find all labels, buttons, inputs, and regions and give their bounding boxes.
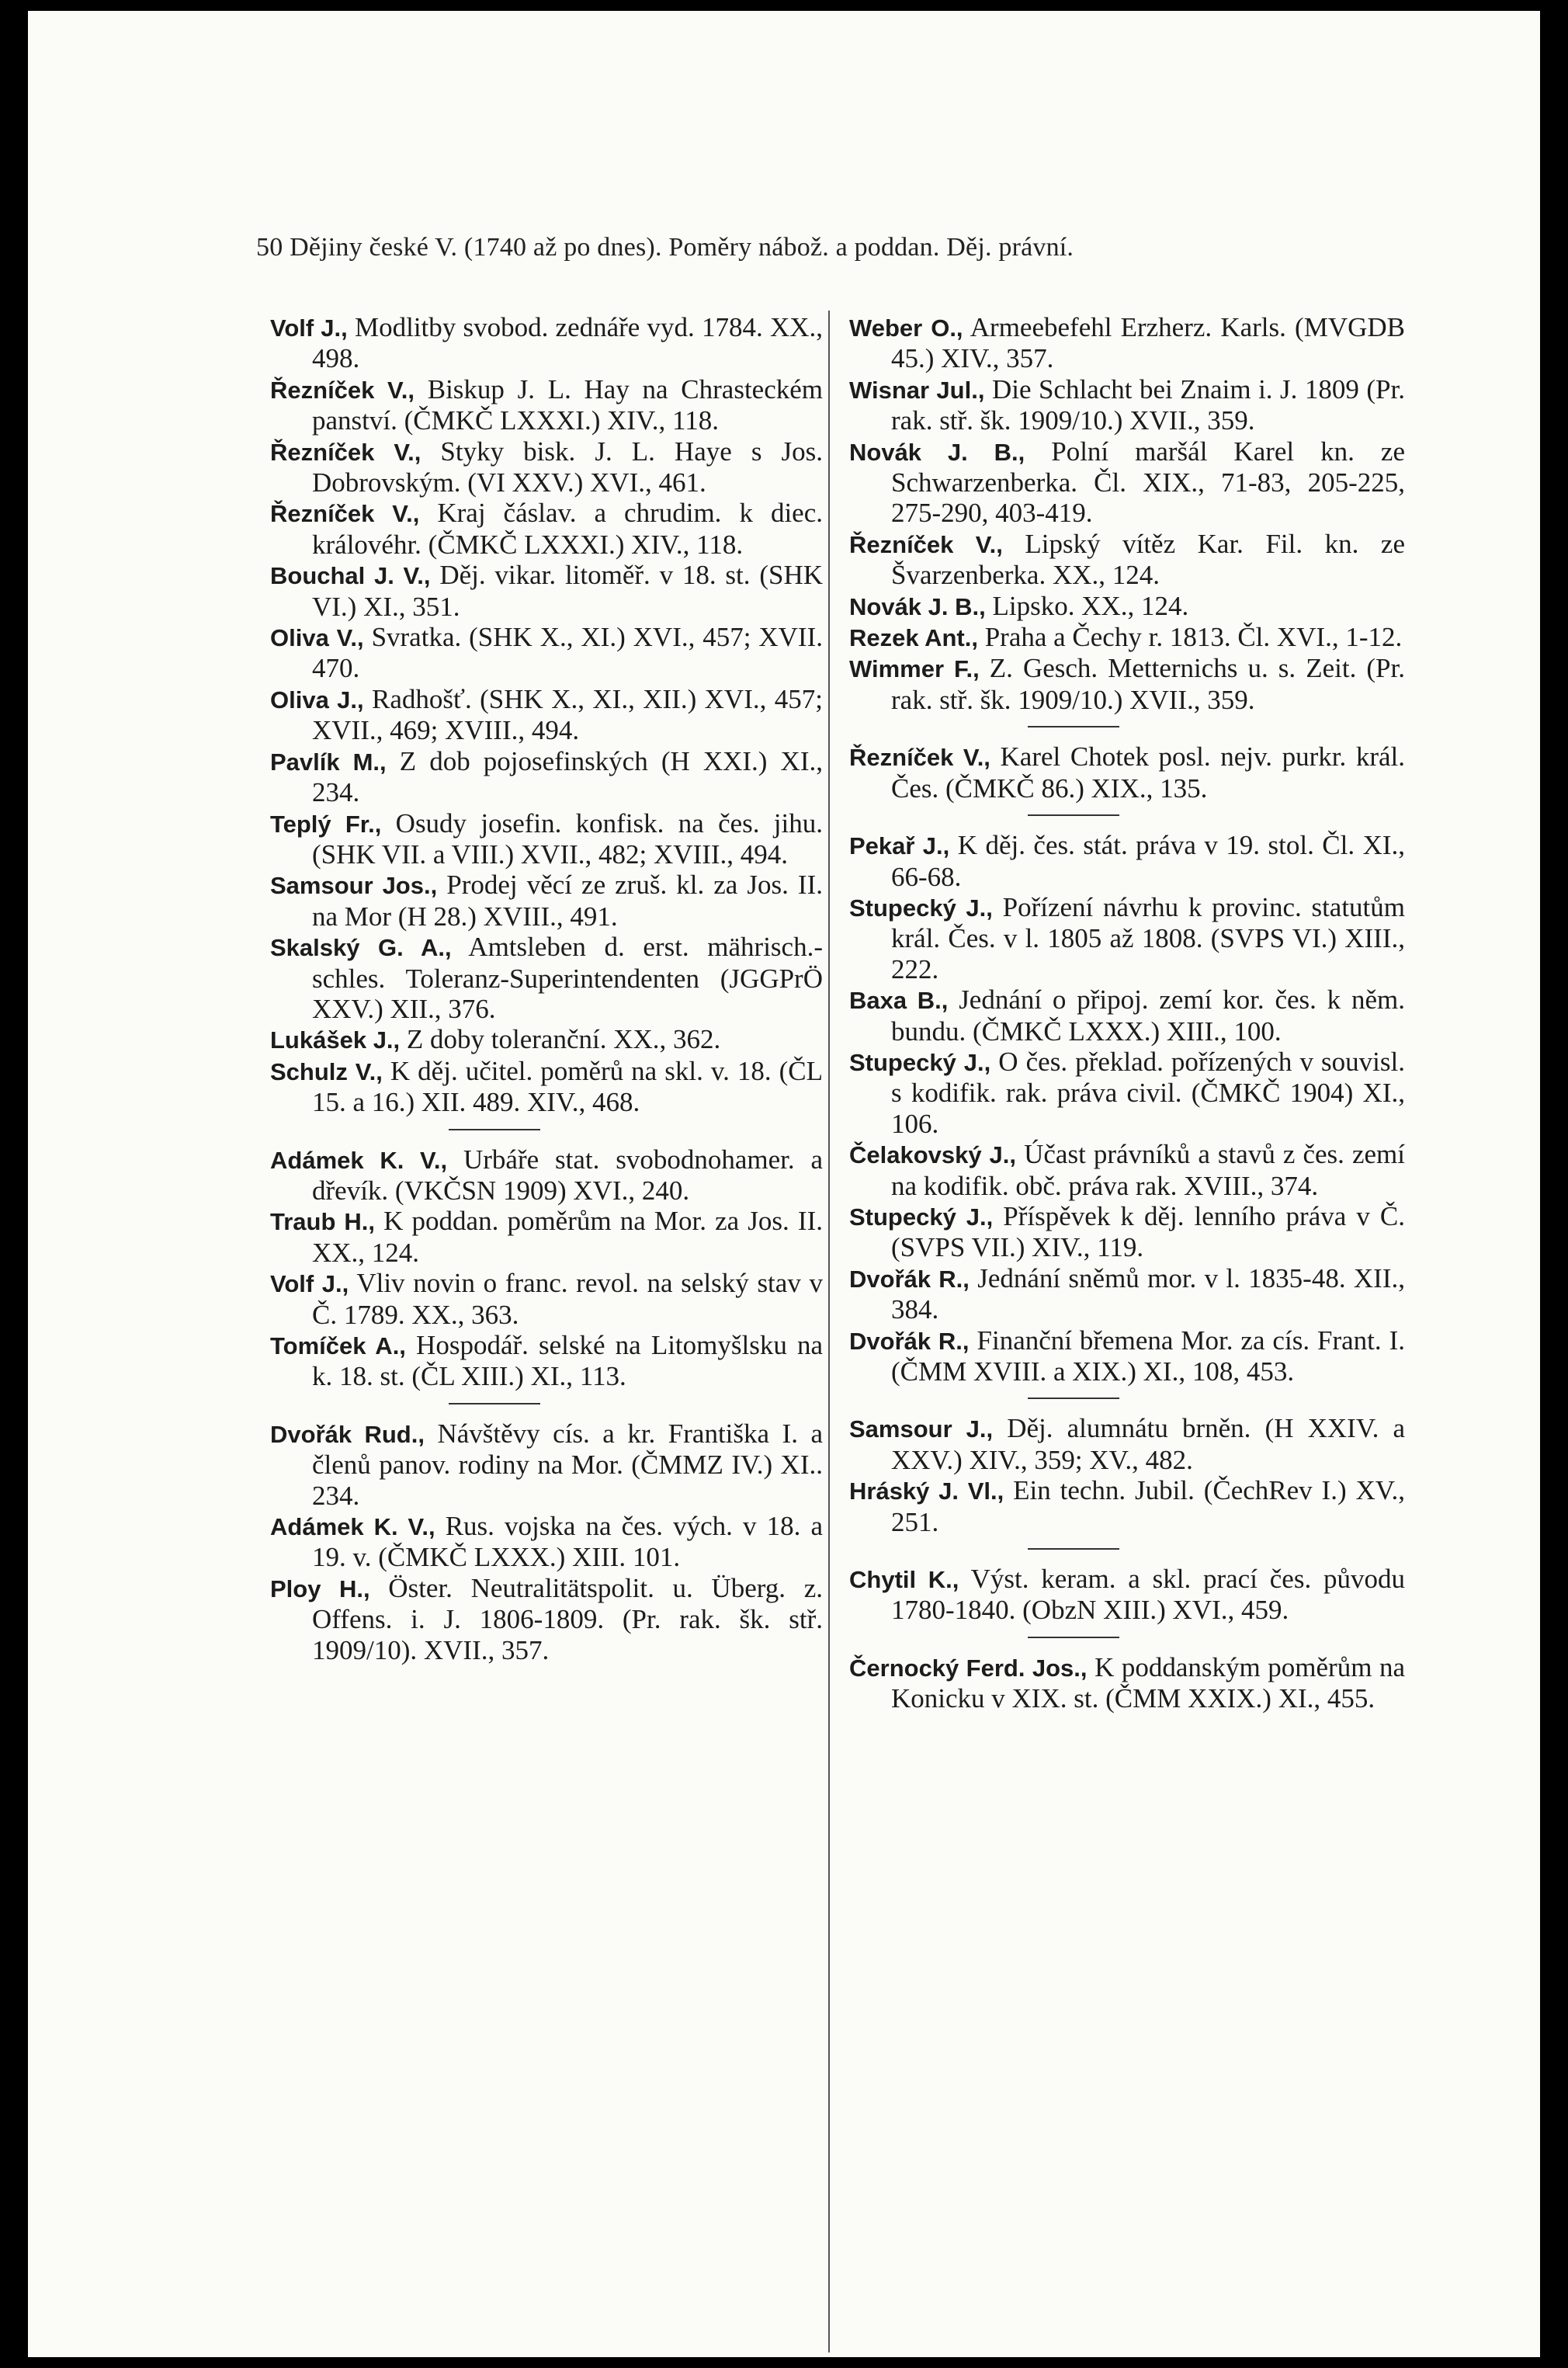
entry-author: Chytil K., — [849, 1566, 959, 1594]
entry-text: Příspěvek k děj. lenního práva v Č. (SVPS VII.) XIV., 119. — [891, 1200, 1405, 1263]
entry-author: Černocký Ferd. Jos., — [849, 1654, 1088, 1682]
section-rule — [449, 1129, 540, 1130]
bibliography-entry — [270, 746, 823, 808]
entry-author: Samsour J., — [849, 1415, 994, 1443]
entry-author: Novák J. B., — [849, 592, 986, 620]
entry-author: Lukášek J., — [270, 1026, 401, 1054]
bibliography-entry — [849, 892, 1405, 984]
section-rule — [1028, 726, 1119, 727]
entry-author: Dvořák R., — [849, 1265, 970, 1293]
section-rule — [1028, 1637, 1119, 1638]
entry-text: Návštěvy cís. a kr. Františka I. a členů panov. rodiny na Mor. (ČMMZ IV.) XI.. 234. — [312, 1418, 823, 1511]
entry-author: Adámek K. V., — [270, 1146, 448, 1174]
entry-text: Hospodář. selské na Litomyšlsku na k. 18. st. (ČL XIII.) XI., 113. — [312, 1330, 823, 1392]
section-rule — [1028, 814, 1119, 816]
entry-text: Prodej věcí ze zruš. kl. za Jos. II. na Mor (H 28.) XVIII., 491. — [312, 870, 823, 932]
bibliography-entry — [270, 932, 823, 1024]
section-rule — [1028, 1398, 1119, 1399]
entry-text: Polní maršál Karel kn. ze Schwarzenberka. Čl. XIX., 71-83, 205-225, 275-290, 403-419. — [891, 436, 1405, 529]
entry-author: Řezníček V., — [270, 438, 421, 466]
bibliography-entry — [849, 1475, 1405, 1537]
bibliography-entry — [270, 1056, 823, 1118]
entry-author: Wisnar Jul., — [849, 376, 985, 404]
entry-text: Styky bisk. J. L. Haye s Jos. Dobrovským. (VI XXV.) XVI., 461. — [312, 436, 823, 498]
bibliography-entry — [270, 374, 823, 436]
bibliography-entry — [849, 436, 1405, 529]
bibliography-entry — [270, 1573, 823, 1665]
bibliography-entry — [270, 1206, 823, 1268]
entry-text: Ein techn. Jubil. (ČechRev I.) XV., 251. — [891, 1475, 1406, 1537]
entry-author: Řezníček V., — [270, 376, 415, 404]
bibliography-entry — [849, 653, 1405, 715]
entry-author: Volf J., — [270, 1270, 349, 1298]
entry-text: Radhošť. (SHK X., XI., XII.) XVI., 457; XVII., 469; XVIII., 494. — [312, 683, 823, 746]
bibliography-entry — [270, 1330, 823, 1392]
entry-author: Tomíček A., — [270, 1332, 406, 1359]
entry-author: Teplý Fr., — [270, 810, 382, 838]
bibliography-entry — [270, 560, 823, 622]
bibliography-entry — [270, 312, 823, 374]
entry-author: Stupecký J., — [849, 1203, 994, 1231]
entry-text: Pořízení návrhu k provinc. statutům král. Čes. v l. 1805 až 1808. (SVPS VI.) XIII., 222. — [891, 891, 1406, 984]
entry-text: Die Schlacht bei Znaim i. J. 1809 (Pr. rak. stř. šk. 1909/10.) XVII., 359. — [891, 373, 1405, 436]
entry-author: Rezek Ant., — [849, 624, 978, 652]
bibliography-entry — [849, 591, 1405, 622]
entry-author: Dvořák R., — [849, 1327, 970, 1355]
bibliography-entry — [849, 374, 1405, 436]
entry-text: Svratka. (SHK X., XI.) XVI., 457; XVII. 470. — [312, 622, 823, 684]
entry-text: Karel Chotek posl. nejv. purkr. král. Čes. (ČMKČ 86.) XIX., 135. — [891, 741, 1405, 804]
entry-author: Stupecký J., — [849, 1048, 991, 1076]
bibliography-entry — [849, 1263, 1405, 1325]
entry-author: Weber O., — [849, 314, 963, 342]
entry-text: Vliv novin o franc. revol. na selský stav v Č. 1789. XX., 363. — [312, 1268, 824, 1330]
bibliography-entry — [849, 984, 1405, 1047]
entry-author: Řezníček V., — [849, 744, 990, 772]
bibliography-entry — [270, 808, 823, 870]
entry-author: Dvořák Rud., — [270, 1420, 425, 1448]
entry-text: Rus. vojska na čes. vých. v 18. a 19. v. (ČMKČ LXXX.) XIII. 101. — [312, 1511, 823, 1573]
entry-text: Armeebefehl Erzherz. Karls. (MVGDB 45.) XIV., 357. — [891, 312, 1405, 374]
bibliography-entry — [849, 1564, 1405, 1626]
entry-text: K děj. čes. stát. práva v 19. stol. Čl. XI., 66-68. — [891, 830, 1406, 892]
entry-author: Stupecký J., — [849, 894, 993, 922]
entry-author: Hráský J. Vl., — [849, 1477, 1004, 1505]
entry-author: Volf J., — [270, 314, 348, 342]
column-divider — [828, 311, 830, 2352]
bibliography-entry — [849, 741, 1405, 804]
entry-text: Z doby toleranční. XX., 362. — [400, 1024, 721, 1055]
bibliography-entry — [270, 870, 823, 932]
entry-text: K děj. učitel. poměrů na skl. v. 18. (ČL 15. a 16.) XII. 489. XIV., 468. — [312, 1055, 823, 1118]
entry-author: Ploy H., — [270, 1575, 370, 1602]
bibliography-entry — [849, 312, 1405, 374]
bibliography-entry — [270, 1144, 823, 1207]
bibliography-entry — [270, 1418, 823, 1511]
entry-text: Finanční břemena Mor. za cís. Frant. I. (ČMM XVIII. a XIX.) XI., 108, 453. — [891, 1325, 1405, 1387]
page-header: 50 Dějiny české V. (1740 až po dnes). Poměry nábož. a poddan. Děj. právní. — [256, 233, 1074, 262]
entry-text: Účast právníků a stavů z čes. zemí na kodifik. obč. práva rak. XVIII., 374. — [891, 1139, 1406, 1201]
entry-text: O čes. překlad. pořízených v souvisl. s kodifik. rak. práva civil. (ČMKČ 1904) XI., 106. — [891, 1046, 1405, 1139]
entry-author: Samsour Jos., — [270, 872, 438, 900]
bibliography-entry — [270, 684, 823, 746]
section-rule — [1028, 1548, 1119, 1550]
bibliography-entry — [849, 1325, 1405, 1387]
entry-author: Adámek K. V., — [270, 1513, 435, 1541]
entry-text: Amtsleben d. erst. mährisch.-schles. Toleranz-Superintendenten (JGGPrÖ XXV.) XII., 376. — [312, 932, 823, 1024]
entry-text: Lipský vítěz Kar. Fil. kn. ze Švarzenberka. XX., 124. — [891, 528, 1405, 591]
entry-author: Baxa B., — [849, 987, 949, 1015]
bibliography-entry — [849, 622, 1405, 653]
entry-author: Wimmer F., — [849, 655, 980, 683]
entry-text: Děj. vikar. litoměř. v 18. st. (SHK VI.) XI., 351. — [312, 560, 823, 622]
bibliography-entry — [849, 1201, 1405, 1263]
entry-text: Biskup J. L. Hay na Chrasteckém panství. (ČMKČ LXXXI.) XIV., 118. — [312, 373, 823, 436]
entry-text: Kraj čáslav. a chrudim. k diec. královéhr. (ČMKČ LXXXI.) XIV., 118. — [312, 498, 823, 560]
entry-author: Bouchal J. V., — [270, 562, 431, 590]
entry-author: Oliva J., — [270, 686, 364, 714]
entry-text: Lipsko. XX., 124. — [985, 590, 1189, 621]
entry-text: Děj. alumnátu brněn. (H XXIV. a XXV.) XIV., 359; XV., 482. — [891, 1413, 1405, 1475]
entry-text: Urbáře stat. svobodnohamer. a dřevík. (VKČSN 1909) XVI., 240. — [312, 1144, 823, 1206]
entry-author: Řezníček V., — [849, 530, 1003, 558]
entry-author: Traub H., — [270, 1208, 376, 1236]
entry-text: Z. Gesch. Metternichs u. s. Zeit. (Pr. rak. stř. šk. 1909/10.) XVII., 359. — [891, 653, 1405, 715]
bibliography-entry — [849, 529, 1405, 591]
entry-text: Öster. Neutralitätspolit. u. Überg. z. Offens. i. J. 1806-1809. (Pr. rak. šk. stř. 1909/10). XVII., 357. — [312, 1572, 823, 1665]
entry-author: Oliva V., — [270, 624, 364, 652]
bibliography-entry — [849, 1413, 1405, 1475]
entry-author: Pavlík M., — [270, 748, 387, 776]
entry-text: Jednání sněmů mor. v l. 1835-48. XII., 384. — [891, 1262, 1405, 1325]
entry-author: Novák J. B., — [849, 438, 1025, 466]
bibliography-entry — [270, 1511, 823, 1573]
entry-text: Z dob pojosefinských (H XXI.) XI., 234. — [312, 745, 823, 808]
bibliography-entry — [270, 622, 823, 684]
bibliography-entry — [270, 1268, 823, 1330]
entry-text: Praha a Čechy r. 1813. Čl. XVI., 1-12. — [977, 622, 1403, 653]
bibliography-entry — [849, 1652, 1405, 1714]
left-column — [270, 312, 823, 1665]
right-column — [849, 312, 1405, 1714]
entry-author: Řezníček V., — [270, 500, 420, 528]
entry-text: Osudy josefin. konfisk. na čes. jihu. (SHK VII. a VIII.) XVII., 482; XVIII., 494. — [312, 807, 824, 870]
section-rule — [449, 1403, 540, 1404]
entry-text: Výst. keram. a skl. prací čes. původu 1780-1840. (ObzN XIII.) XVI., 459. — [891, 1564, 1405, 1626]
bibliography-entry — [849, 1047, 1405, 1139]
entry-text: Modlitby svobod. zednáře vyd. 1784. XX., 498. — [312, 312, 823, 374]
entry-author: Skalský G. A., — [270, 934, 452, 962]
bibliography-entry — [849, 1139, 1405, 1201]
bibliography-entry — [849, 830, 1405, 892]
entry-text: K poddan. poměrům na Mor. za Jos. II. XX., 124. — [312, 1206, 823, 1268]
entry-text: Jednání o připoj. zemí kor. čes. k něm. bundu. (ČMKČ LXXX.) XIII., 100. — [891, 984, 1405, 1047]
bibliography-entry — [270, 436, 823, 498]
entry-author: Pekař J., — [849, 832, 950, 860]
entry-author: Schulz V., — [270, 1057, 383, 1085]
bibliography-entry — [270, 1024, 823, 1055]
entry-text: K poddanským poměrům na Konicku v XIX. st. (ČMM XXIX.) XI., 455. — [891, 1651, 1406, 1714]
bibliography-entry — [270, 498, 823, 560]
entry-author: Čelakovský J., — [849, 1141, 1017, 1169]
